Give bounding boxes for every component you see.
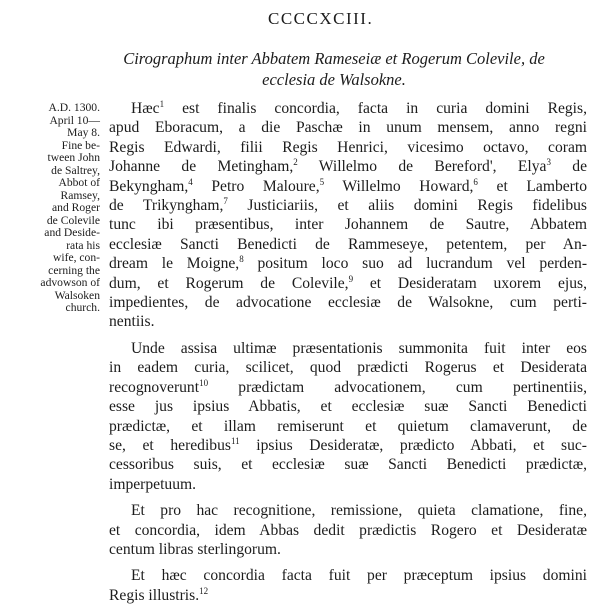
text-segment: de Trikyngham, bbox=[109, 197, 224, 215]
text-line bbox=[109, 215, 587, 234]
text-line bbox=[109, 566, 587, 585]
text-segment: ecclesiæ Sancti Benedicti de Rammeseye, petentem, per An- bbox=[109, 235, 587, 253]
charter-title bbox=[84, 48, 584, 90]
text-segment: ipsius Desideratæ, prædicto Abbati, et suc- bbox=[239, 436, 588, 454]
text-segment: imperpetuum. bbox=[109, 475, 197, 493]
charter-paragraph bbox=[109, 339, 587, 494]
text-line bbox=[109, 540, 587, 559]
text-segment: Johanne de Metingham, bbox=[109, 158, 294, 176]
footnote-marker: 2 bbox=[293, 157, 298, 168]
charter-body bbox=[109, 99, 587, 605]
text-segment: in eadem curia, scilicet, quod prædicti Rogerus et Desiderata bbox=[109, 359, 587, 377]
footnote-marker: 11 bbox=[230, 435, 240, 446]
footnote-marker: 1 bbox=[159, 99, 165, 109]
text-segment: et Lamberto bbox=[477, 177, 587, 195]
text-segment: impedientes, de advocatione ecclesiæ de Walsokne, cum perti- bbox=[109, 294, 587, 312]
margin-note-line: A.D. 1300. bbox=[48, 101, 100, 114]
text-line bbox=[109, 254, 587, 273]
footnote-marker: 9 bbox=[348, 273, 354, 284]
text-segment: Hæc bbox=[131, 100, 160, 117]
footnote-marker: 6 bbox=[473, 176, 478, 187]
footnote-marker: 5 bbox=[319, 176, 325, 187]
text-line bbox=[109, 177, 587, 196]
text-line bbox=[109, 436, 587, 455]
text-segment: prædictam advocationem, cum pertinentiis, bbox=[208, 378, 587, 396]
text-line bbox=[109, 378, 587, 397]
text-line bbox=[109, 521, 587, 540]
text-segment: Et pro hac recognitione, remissione, quieta clamatione, fine, bbox=[131, 502, 587, 520]
text-segment: est finalis concordia, facta in curia domini Regis, bbox=[164, 100, 587, 117]
text-segment: nentiis. bbox=[109, 313, 155, 331]
charter-title-line: Cirographum inter Abbatem Rameseiæ et Rogerum Colevile, de bbox=[123, 49, 545, 68]
text-line bbox=[109, 358, 587, 377]
text-segment: dum, et Rogerum de Colevile, bbox=[109, 274, 349, 292]
text-line bbox=[109, 99, 587, 118]
text-line bbox=[109, 475, 587, 494]
text-segment: apud Eboracum, a die Paschæ in unum mensem, anno regni bbox=[109, 119, 587, 137]
margin-note-line: advowson of bbox=[40, 276, 100, 289]
margin-note-line: wife, con- bbox=[53, 251, 100, 264]
footnote-marker: 12 bbox=[199, 585, 209, 596]
text-segment: Willelmo Howard, bbox=[324, 177, 474, 195]
text-segment: Willelmo de Bereford', Elya bbox=[297, 158, 547, 176]
text-segment: recognoverunt bbox=[109, 378, 200, 396]
text-line bbox=[109, 118, 587, 137]
text-line bbox=[109, 293, 587, 312]
text-segment: Justiciariis, et aliis domini Regis fidelibus bbox=[227, 197, 587, 215]
text-line bbox=[109, 501, 587, 520]
margin-note-line: May 8. bbox=[67, 126, 100, 139]
text-line bbox=[109, 417, 587, 436]
text-segment: et concordia, idem Abbas dedit prædictis Rogero et Desideratæ bbox=[109, 521, 587, 539]
margin-note-line: cerning the bbox=[48, 263, 100, 277]
margin-note-line: and Roger bbox=[52, 201, 100, 214]
charter-paragraph bbox=[109, 99, 587, 332]
footnote-marker: 7 bbox=[223, 196, 228, 207]
charter-paragraph bbox=[109, 566, 587, 605]
text-line bbox=[109, 339, 587, 358]
text-segment: de bbox=[550, 158, 587, 176]
margin-note-line: tween John bbox=[47, 151, 100, 164]
text-line bbox=[109, 274, 587, 293]
text-segment: Regis Edwardi, filii Regis Henrici, vicesimo octavo, coram bbox=[109, 138, 587, 156]
text-line bbox=[109, 397, 587, 416]
margin-note-line: Abbot of bbox=[58, 176, 100, 189]
margin-note-line: Walsoken bbox=[54, 288, 100, 302]
text-segment: se, et heredibus bbox=[109, 436, 231, 454]
margin-note-line: church. bbox=[65, 301, 100, 314]
footnote-marker: 4 bbox=[188, 176, 193, 187]
text-segment: tunc ibi præsentibus, inter Johannem de Sautre, Abbatem bbox=[109, 216, 587, 234]
margin-note-line: and Deside- bbox=[44, 226, 100, 239]
charter-title-line: ecclesia de Walsokne. bbox=[262, 70, 406, 89]
text-segment: positum loco suo ad lucrandum vel perden- bbox=[243, 255, 588, 273]
text-segment: cessoribus suis, et ecclesiæ suæ Sancti Benedicti prædictæ, bbox=[109, 456, 587, 474]
text-line bbox=[109, 586, 587, 605]
margin-note bbox=[2, 102, 100, 315]
text-line bbox=[109, 196, 587, 215]
text-line bbox=[109, 235, 587, 254]
footnote-marker: 3 bbox=[546, 157, 551, 168]
margin-note-line: Fine be- bbox=[61, 138, 100, 152]
text-segment: et Desideratam uxorem ejus, bbox=[353, 274, 587, 292]
footnote-marker: 10 bbox=[199, 377, 209, 388]
footnote-marker: 8 bbox=[239, 254, 244, 265]
charter-paragraph bbox=[109, 501, 587, 559]
text-segment: Bekyngham, bbox=[109, 177, 189, 195]
text-line bbox=[109, 455, 587, 474]
margin-note-line: Ramsey, bbox=[60, 188, 100, 202]
text-segment: prædictæ, et illam remiserunt et quietum clamaverunt, de bbox=[109, 417, 587, 435]
margin-note-line: April 10— bbox=[49, 113, 100, 127]
charter-number-heading: CCCCXCIII. bbox=[268, 9, 374, 28]
text-segment: dream le Moigne, bbox=[109, 255, 240, 273]
text-line bbox=[109, 312, 587, 331]
text-segment: Regis illustris. bbox=[109, 586, 200, 604]
margin-note-line: de Saltrey, bbox=[51, 163, 100, 177]
text-segment: Unde assisa ultimæ præsentationis summonita fuit inter eos bbox=[131, 339, 587, 357]
text-segment: esse jus ipsius Abbatis, et ecclesiæ suæ Sancti Benedicti bbox=[109, 398, 587, 416]
text-segment: centum libras sterlingorum. bbox=[109, 540, 281, 558]
margin-note-line: de Colevile bbox=[46, 213, 100, 227]
text-line bbox=[109, 138, 587, 157]
text-line bbox=[109, 157, 587, 176]
margin-note-line: rata his bbox=[66, 238, 100, 252]
text-segment: Petro Maloure, bbox=[192, 177, 320, 195]
text-segment: Et hæc concordia facta fuit per præceptum ipsius domini bbox=[131, 567, 587, 585]
